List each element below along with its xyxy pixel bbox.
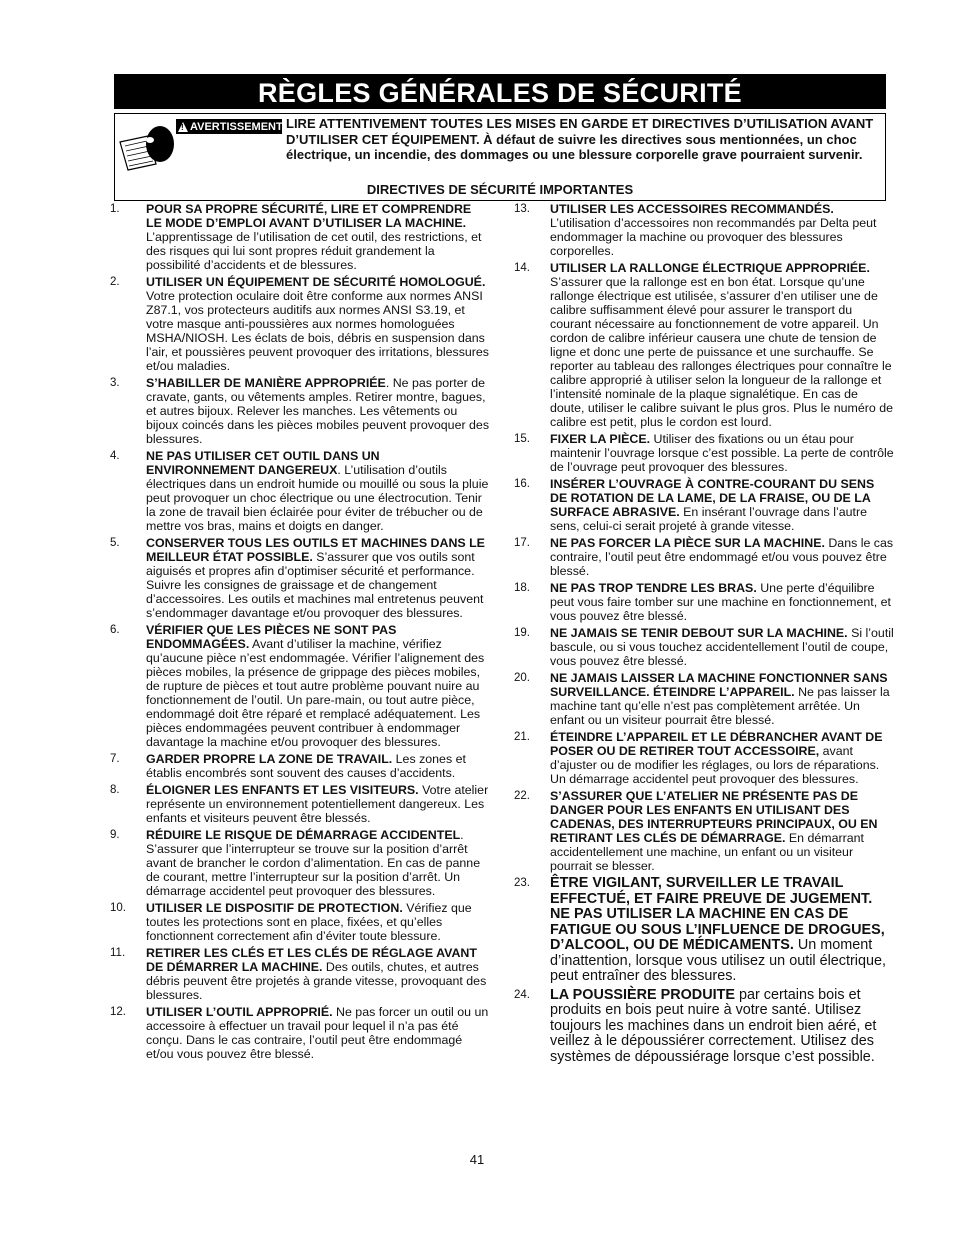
- rule-number: 23.: [514, 877, 530, 889]
- rule-body: L’utilisation d’accessoires non recommandés par Delta peut endommager la machine ou provoquer des blessures corporelles.: [550, 216, 877, 258]
- rule-body: Ne pas laisser la machine tant qu’elle n’est pas complètement arrêtée. Un enfant ou un visiteur pourrait être blessé.: [550, 685, 890, 727]
- rule-heading: ÉLOIGNER LES ENFANTS ET LES VISITEURS.: [146, 783, 419, 797]
- rule-number: 7.: [110, 753, 120, 765]
- rule-item: [514, 261, 894, 429]
- rule-item: [110, 783, 490, 825]
- rule-number: 1.: [110, 203, 120, 215]
- rule-body: Ne pas forcer un outil ou un accessoire à effectuer un travail pour lequel il n’a pas été conçu. Dans le cas contraire, l’outil peut être endommagé et/ou vous pouvez être blessé.: [146, 1005, 489, 1061]
- rule-item: [514, 671, 894, 727]
- warning-triangle-icon: !: [178, 122, 188, 132]
- rule-item: [110, 202, 490, 272]
- rule-heading: RÉDUIRE LE RISQUE DE DÉMARRAGE ACCIDENTEL: [146, 828, 461, 842]
- rule-heading: UTILISER LE DISPOSITIF DE PROTECTION.: [146, 901, 403, 915]
- rule-body: avant d’ajuster ou de modifier les réglages, ou lors de réparations. Un démarrage accidentel peut provoquer des blessures.: [550, 744, 880, 786]
- rule-body: L’apprentissage de l’utilisation de cet outil, des restrictions, et des risques qui lui sont propres réduit grandement la possibilité d’accidents et de blessures.: [146, 230, 482, 272]
- rule-number: 13.: [514, 203, 530, 215]
- rule-item: [110, 376, 490, 446]
- rule-number: 4.: [110, 450, 120, 462]
- rule-item: [110, 752, 490, 780]
- rule-body: S’assurer que vos outils sont aiguisés et propres afin d’optimiser sécurité et performance. Suivre les consignes de graissage et de changement d’accessoires. Les outils et machines mal entretenus peuvent s’endommager davantage et/ou provoquer des blessures.: [146, 550, 484, 620]
- rule-number: 6.: [110, 624, 120, 636]
- rule-item: [110, 1005, 490, 1061]
- rule-heading: NE PAS TROP TENDRE LES BRAS.: [550, 581, 757, 595]
- rule-heading: CONSERVER TOUS LES OUTILS ET MACHINES DANS LE MEILLEUR ÉTAT POSSIBLE.: [146, 536, 485, 564]
- rule-body: Les zones et établis encombrés sont souvent des causes d’accidents.: [146, 752, 466, 780]
- rule-number: 24.: [514, 988, 530, 1001]
- rule-heading: UTILISER LA RALLONGE ÉLECTRIQUE APPROPRIÉE.: [550, 261, 870, 275]
- rule-body: Une perte d’équilibre peut vous faire tomber sur une machine en fonctionnement, et vous pouvez être blessé.: [550, 581, 891, 623]
- rule-heading: NE PAS UTILISER CET OUTIL DANS UN ENVIRONNEMENT DANGEREUX: [146, 449, 380, 477]
- rule-body: Un moment d’inattention, lorsque vous utilisez un outil électrique, peut entraîner des blessures.: [550, 937, 886, 984]
- rule-number: 5.: [110, 537, 120, 549]
- rule-item: [514, 432, 894, 474]
- rule-item: [110, 828, 490, 898]
- rule-item: [514, 581, 894, 623]
- rule-body: Votre protection oculaire doit être conforme aux normes ANSI Z87.1, vos protecteurs auditifs aux normes ANSI S3.19, et votre masque anti-poussières aux normes homologuées MSHA/NIOSH. Les éclats de bois, débris en suspension dans l’air, et poussières peuvent provoquer des irritations, blessures et/ou maladies.: [146, 289, 489, 373]
- rule-item: [110, 536, 490, 620]
- rule-item: [514, 202, 894, 258]
- rule-number: 22.: [514, 790, 530, 802]
- rule-heading: LA POUSSIÈRE PRODUITE: [550, 986, 735, 1003]
- rule-number: 20.: [514, 672, 530, 684]
- rule-heading: NE PAS FORCER LA PIÈCE SUR LA MACHINE.: [550, 536, 825, 550]
- rule-heading: FIXER LA PIÈCE.: [550, 432, 651, 446]
- rule-number: 3.: [110, 377, 120, 389]
- rule-heading: ÊTRE VIGILANT, SURVEILLER LE TRAVAIL EFFECTUÉ, ET FAIRE PREUVE DE JUGEMENT. NE PAS UTILISER LA MACHINE EN CAS DE FATIGUE OU SOUS L’INFLUENCE DE DROGUES, D’ALCOOL, OU DE MÉDICAMENTS.: [550, 875, 885, 953]
- rule-number: 11.: [110, 947, 126, 959]
- rule-number: 18.: [514, 582, 530, 594]
- rule-heading: POUR SA PROPRE SÉCURITÉ, LIRE ET COMPRENDRE LE MODE D’EMPLOI AVANT D’UTILISER LA MACHINE.: [146, 202, 472, 230]
- rules-column-left: [110, 202, 490, 1064]
- rule-heading: S’HABILLER DE MANIÈRE APPROPRIÉE: [146, 376, 386, 390]
- rule-number: 14.: [514, 262, 530, 274]
- rule-heading: RETIRER LES CLÉS ET LES CLÉS DE RÉGLAGE AVANT DE DÉMARRER LA MACHINE.: [146, 946, 477, 974]
- rule-heading: ÉTEINDRE L’APPAREIL ET LE DÉBRANCHER AVANT DE POSER OU DE RETIRER TOUT ACCESSOIRE,: [550, 730, 883, 758]
- warning-box: [114, 113, 886, 201]
- rule-number: 2.: [110, 276, 120, 288]
- rule-item: [110, 901, 490, 943]
- rules-column-right: [514, 202, 894, 1068]
- rule-heading: VÉRIFIER QUE LES PIÈCES NE SONT PAS ENDOMMAGÉES.: [146, 623, 397, 651]
- rule-body: Des outils, chutes, et autres débris peuvent être projetés à grande vitesse, provoquant des blessures.: [146, 960, 487, 1002]
- rule-heading: INSÉRER L’OUVRAGE À CONTRE-COURANT DU SENS DE ROTATION DE LA LAME, DE LA FRAISE, OU DE LA SURFACE ABRASIVE.: [550, 477, 875, 519]
- rule-heading: UTILISER LES ACCESSOIRES RECOMMANDÉS.: [550, 202, 834, 216]
- rule-heading: S’ASSURER QUE L’ATELIER NE PRÉSENTE PAS DE DANGER POUR LES ENFANTS EN UTILISANT DES CADENAS, DES INTERRUPTEURS PRINCIPAUX, OU EN RETIRANT LES CLÉS DE DÉMARRAGE.: [550, 789, 878, 845]
- rule-number: 17.: [514, 537, 530, 549]
- rule-body: . S’assurer que l’interrupteur se trouve sur la position d’arrêt avant de brancher le cordon d’alimentation. En cas de panne de courant, mettre l’interrupteur sur la position d’arrêt. Un démarrage accidentel peut provoquer des blessures.: [146, 828, 481, 898]
- rule-heading: NE JAMAIS SE TENIR DEBOUT SUR LA MACHINE.: [550, 626, 848, 640]
- rule-number: 19.: [514, 627, 530, 639]
- rule-number: 10.: [110, 902, 126, 914]
- rule-item: [514, 477, 894, 533]
- rule-body: En démarrant accidentellement une machine, un enfant ou un visiteur pourrait se blesser.: [550, 831, 864, 873]
- rule-heading: UTILISER UN ÉQUIPEMENT DE SÉCURITÉ HOMOLOGUÉ.: [146, 275, 486, 289]
- rule-number: 16.: [514, 478, 530, 490]
- rule-item: [110, 449, 490, 533]
- rule-number: 9.: [110, 829, 120, 841]
- rule-item: [110, 946, 490, 1002]
- rule-body: Dans le cas contraire, l’outil peut être endommagé et/ou vous pouvez être blessé.: [550, 536, 894, 578]
- rule-body: . Ne pas porter de cravate, gants, ou vêtements amples. Retirer montre, bagues, et autres bijoux. Relever les manches. Les vêtements ou bijoux coincés dans les pièces mobiles peuvent provoquer des blessures.: [146, 376, 490, 446]
- rule-heading: NE JAMAIS LAISSER LA MACHINE FONCTIONNER SANS SURVEILLANCE. ÉTEINDRE L’APPAREIL.: [550, 671, 888, 699]
- rule-body: par certains bois et produits en bois peut nuire à votre santé. Utilisez toujours les machines dans un endroit bien aéré, et veillez à le dépoussiérer correctement. Utilisez des systèmes de dépoussiérage lorsque c’est possible.: [550, 986, 877, 1065]
- rule-item: [514, 536, 894, 578]
- warning-badge-label: AVERTISSEMENT: [190, 120, 283, 133]
- rule-body: Utiliser des fixations ou un étau pour maintenir l’ouvrage lorsque c’est possible. La perte de contrôle de l’ouvrage peut provoquer des blessures.: [550, 432, 894, 474]
- rule-number: 21.: [514, 731, 530, 743]
- rule-body: S’assurer que la rallonge est en bon état. Lorsque qu’une rallonge électrique est utilisée, s’assurer d’en utiliser une de calibre suffisamment élevé pour assurer le transport du courant nécessaire au fonctionnement de votre appareil. Un cordon de calibre inférieur causera une chute de tension de ligne et donc une perte de puissance et une surchauffe. Se reporter au tableau des rallonges électriques pour connaître le calibre approprié à utiliser selon la longueur de la rallonge et l’intensité nominale de la plaque signalétique. En cas de doute, utiliser le calibre suivant le plus gros. Plus le numéro de calibre est petit, plus le cordon est lourd.: [550, 275, 893, 429]
- rule-item: [514, 730, 894, 786]
- rule-item: [110, 275, 490, 373]
- rule-number: 8.: [110, 784, 120, 796]
- rule-heading: GARDER PROPRE LA ZONE DE TRAVAIL.: [146, 752, 393, 766]
- rule-number: 15.: [514, 433, 530, 445]
- rule-item: [514, 876, 894, 985]
- warning-subtitle: DIRECTIVES DE SÉCURITÉ IMPORTANTES: [366, 182, 634, 197]
- rule-body: Si l’outil bascule, ou si vous touchez accidentellement l’outil de coupe, vous pouvez être blessé.: [550, 626, 894, 668]
- read-manual-icon: [118, 124, 174, 174]
- page-number: 41: [469, 1152, 485, 1167]
- warning-text: LIRE ATTENTIVEMENT TOUTES LES MISES EN GARDE ET DIRECTIVES D’UTILISATION AVANT D’UTILISER CET ÉQUIPEMENT. À défaut de suivre les directives sous mentionnées, un choc électrique, un incendie, des dommages ou une blessure corporelle grave pourraient survenir.: [286, 116, 874, 162]
- rule-body: Avant d’utiliser la machine, vérifiez qu’aucune pièce n’est endommagée. Vérifier l’alignement des pièces mobiles, la présence de grippage des pièces mobiles, de rupture de pièces et tout autre problème pouvant nuire au fonctionnement de l’outil. Un pare-main, ou tout autre pièce, endommagé doit être réparé et remplacé adéquatement. Les pièces endommagées peuvent contribuer à endommager davantage la machine et/ou provoquer des blessures.: [146, 637, 485, 749]
- rule-heading: UTILISER L’OUTIL APPROPRIÉ.: [146, 1005, 333, 1019]
- rule-item: [514, 988, 894, 1066]
- page-title: RÈGLES GÉNÉRALES DE SÉCURITÉ: [114, 74, 886, 109]
- rule-body: Votre atelier représente un environnement potentiellement dangereux. Les enfants et visiteurs peuvent être blessés.: [146, 783, 489, 825]
- rule-number: 12.: [110, 1006, 126, 1018]
- rule-body: Vérifiez que toutes les protections sont en place, fixées, et qu’elles fonctionnent correctement afin d’éviter toute blessure.: [146, 901, 472, 943]
- rule-item: [514, 626, 894, 668]
- warning-badge: [176, 119, 282, 134]
- rule-item: [110, 623, 490, 749]
- rule-body: . L’utilisation d’outils électriques dans un endroit humide ou mouillé ou sous la pluie peut provoquer un choc électrique ou une électrocution. Tenir la zone de travail bien éclairée pour éviter de trébucher ou de mettre vos bras, mains et doigts en danger.: [146, 463, 489, 533]
- rule-body: En insérant l’ouvrage dans l’autre sens, celui-ci serait projeté à grande vitesse.: [550, 505, 868, 533]
- rule-item: [514, 789, 894, 873]
